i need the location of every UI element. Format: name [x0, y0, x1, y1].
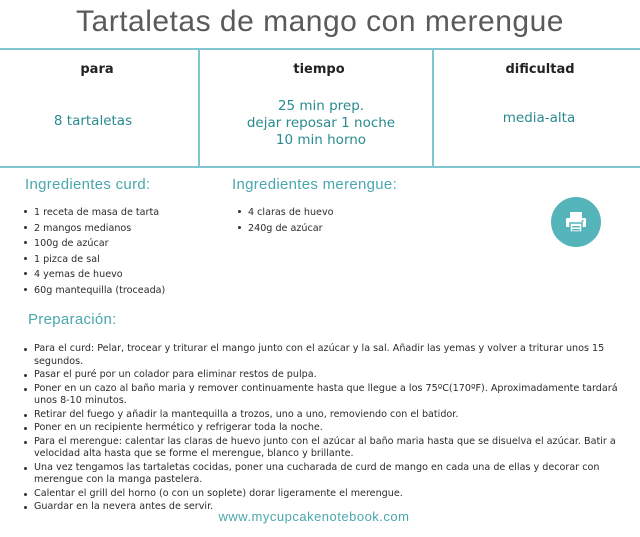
para-label: para — [80, 62, 114, 77]
list-item: Guardar en la nevera antes de servir. — [22, 501, 634, 514]
ingredientes-curd-heading: Ingredientes curd: — [25, 176, 151, 193]
list-item: Poner en un cazo al baño maria y remover continuamente hasta que llegue a los 75ºC(170ºF). Aproximadamente tardará unos 8-10 minutos. — [22, 383, 634, 408]
tiempo-value — [216, 98, 426, 149]
printer-icon — [564, 210, 588, 234]
tiempo-line-reposo: dejar reposar 1 noche — [246, 115, 396, 131]
list-item: 1 pizca de sal — [22, 252, 222, 268]
tiempo-label: tiempo — [293, 62, 345, 77]
para-value: 8 tartaletas — [53, 113, 133, 129]
list-item: Una vez tengamos las tartaletas cocidas, poner una cucharada de curd de mango en cada una de ellas y decorar con merengue con la manga pastelera. — [22, 462, 634, 487]
ingredientes-merengue-list — [236, 205, 436, 236]
list-item: 4 yemas de huevo — [22, 267, 222, 283]
column-divider-2 — [432, 50, 434, 166]
website-link[interactable]: www.mycupcakenotebook.com — [218, 509, 410, 524]
dificultad-label: dificultad — [505, 62, 575, 77]
ingredientes-merengue-heading: Ingredientes merengue: — [232, 176, 398, 193]
list-item: 240g de azúcar — [236, 221, 436, 237]
list-item: 60g mantequilla (troceada) — [22, 283, 222, 299]
list-item: Para el curd: Pelar, trocear y triturar el mango junto con el azúcar y la sal. Añadir las yemas y volver a triturar unos 15 segundos. — [22, 343, 634, 368]
list-item: 100g de azúcar — [22, 236, 222, 252]
preparacion-heading: Preparación: — [28, 311, 117, 328]
recipe-title: Tartaletas de mango con merengue — [76, 5, 564, 38]
list-item: Pasar el puré por un colador para eliminar restos de pulpa. — [22, 369, 634, 382]
list-item: Calentar el grill del horno (o con un soplete) dorar ligeramente el merengue. — [22, 488, 634, 501]
list-item: 4 claras de huevo — [236, 205, 436, 221]
dificultad-value: media-alta — [502, 110, 576, 126]
list-item: Retirar del fuego y añadir la mantequilla a trozos, uno a uno, removiendo con el batidor. — [22, 409, 634, 422]
ingredientes-curd-list — [22, 205, 222, 299]
print-button[interactable] — [551, 197, 601, 247]
top-divider — [0, 48, 640, 50]
list-item: Para el merengue: calentar las claras de huevo junto con el azúcar al baño maria hasta que se disuelva el azúcar. Batir a velocidad alta hasta que se forme el merengue, blanco y brillante. — [22, 436, 634, 461]
column-divider-1 — [198, 50, 200, 166]
tiempo-line-horno: 10 min horno — [275, 132, 367, 148]
tiempo-line-prep: 25 min prep. — [277, 98, 365, 114]
preparacion-list — [22, 343, 634, 515]
list-item: 1 receta de masa de tarta — [22, 205, 222, 221]
list-item: Poner en un recipiente hermético y refrigerar toda la noche. — [22, 422, 634, 435]
list-item: 2 mangos medianos — [22, 221, 222, 237]
info-bottom-divider — [0, 166, 640, 168]
